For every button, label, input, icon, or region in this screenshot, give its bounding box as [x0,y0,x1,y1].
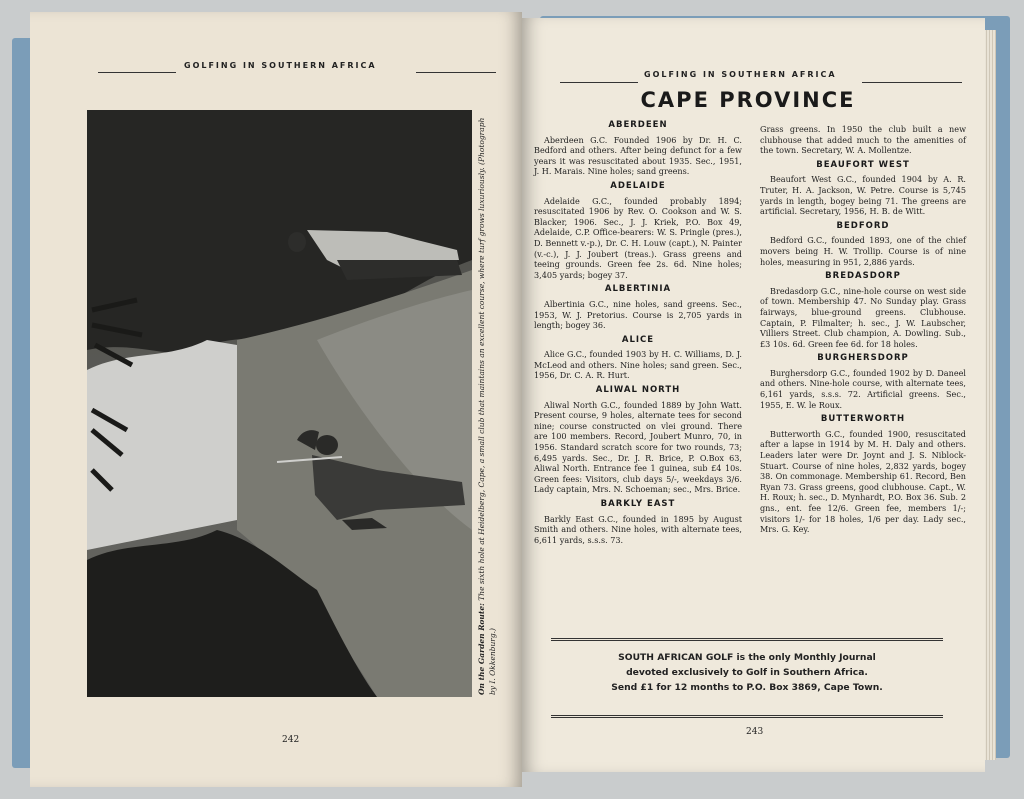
club-heading: ADELAIDE [610,180,666,191]
column-right-intro: Grass greens. In 1950 the club built a new clubhouse that added much to the amenities of the town. Secretary, W. A. Mollentze. [760,124,966,156]
club-entry-text: Barkly East G.C., founded in 1895 by August Smith and others. Nine holes, with alternate tees, 6,611 yards, s.s.s. 73. [534,513,742,545]
club-entry-text: Albertinia G.C., nine holes, sand greens. Sec., 1953, W. J. Pretorius. Course is 2,705 yards in length; bogey 36. [534,298,742,331]
header-rule-left-r [560,82,638,83]
golf-photograph [87,110,472,697]
header-rule-right-r [862,82,962,83]
column-right-entries [760,160,966,535]
club-entry-text: Butterworth G.C., founded 1900, resuscitated after a lapse in 1914 by M. H. Daly and others. Leaders later were Dr. Joynt and J. S. Niblock-Stuart. Course of nine holes, 2,832 yards, bogey 38. On commonage. Membership 61. Record, Ben Ryan 73. Grass greens, good clubhouse. Capt., W. H. Roux; h. sec., D. Mynhardt, P.O. Box 36. Sub. 2 gns., ent. fee 12/6. Green fee, members 1/-; visitors 1/- for 18 holes, 1/6 per day. Lady sec., Mrs. G. Key. [760,428,966,535]
club-heading: BARKLY EAST [600,499,676,509]
club-heading: BEDFORD [836,220,890,231]
page-edges [984,30,996,760]
running-head-right: GOLFING IN SOUTHERN AFRICA [644,70,837,79]
advertisement-box [551,638,943,718]
advert-line-1: SOUTH AFRICAN GOLF is the only Monthly Journal [618,652,876,663]
club-entry-text: Alice G.C., founded 1903 by H. C. Williams, D. J. McLeod and others. Nine holes; sand green. Sec., 1956, Dr. C. A. R. Hurt. [534,349,742,381]
club-heading: BUTTERWORTH [820,414,906,425]
club-entry-text: Bedford G.C., founded 1893, one of the chief movers being H. W. Trollip. Course is of nine holes, measuring in 951, 2,886 yards. [760,235,966,267]
column-left [534,116,742,548]
club-heading: BREDASDORP [825,271,901,282]
column-right [760,124,966,538]
caption-text: The sixth hole at Heidelberg, Cape, a small club that maintains an excellent course, where turf grows luxuriously. [477,167,486,601]
club-entry-text: Beaufort West G.C., founded 1904 by A. R. Truter, H. A. Jackson, W. Petre. Course is 5,745 yards in length, bogey being 71. The greens are artificial. Secretary, 1956, H. B. de Witt. [760,174,966,217]
header-rule-left [98,72,176,73]
club-heading: ALBERTINIA [604,284,672,295]
club-entry-text: Burghersdorp G.C., founded 1902 by D. Daneel and others. Nine-hole course, with alternate tees, 6,161 yards, s.s.s. 72. Artificial greens. Sec., 1955, E. W. le Roux. [760,367,966,410]
advert-line-3: Send £1 for 12 months to P.O. Box 3869, Cape Town. [611,682,883,693]
club-heading: BURGHERSDORP [817,353,909,364]
photo-caption [476,115,502,695]
advert-line-2: devoted exclusively to Golf in Southern Africa. [626,667,868,678]
page-number-left: 242 [282,735,300,745]
club-entry-text: Adelaide G.C., founded probably 1894; resuscitated 1906 by Rev. O. Cookson and W. S. Blacker, 1906. Sec., J. J. Kriek, P.O. Box 49, Adelaide, C.P. Office-bearers: W. S. Pringle (pres.), D. Bennett v.-p.), Dr. C. H. Louw (capt.), N. Painter (v.-c.), J. J. Joubert (treas.). Grass greens and teeing grounds. Green fee 2s. 6d. Nine holes; 3,405 yards; bogey 37. [534,195,742,280]
caption-credit: (Photograph by I. Okkenburg.) [477,117,497,695]
club-heading: ABERDEEN [608,120,668,130]
province-title: CAPE PROVINCE [640,88,856,112]
club-heading: ALIWAL NORTH [595,385,681,396]
running-head-left: GOLFING IN SOUTHERN AFRICA [184,61,377,70]
club-heading: BEAUFORT WEST [816,159,910,170]
club-heading: ALICE [621,334,655,345]
caption-title: On the Garden Route: [477,603,486,695]
header-rule-right [416,72,496,73]
page-number-right: 243 [746,727,764,737]
club-entry-text: Bredasdorp G.C., nine-hole course on west side of town. Membership 47. No Sunday play. Grass fairways, blue-ground greens. Clubhouse. Captain, P. Filmalter; h. sec., J. W. Laubscher, Villiers Street. Club champion, A. Dowling. Sub., £3 10s. 6d. Green fee 6d. for 18 holes. [760,285,966,349]
club-entry-text: Aberdeen G.C. Founded 1906 by Dr. H. C. Bedford and others. After being defunct for a few years it was resuscitated about 1935. Sec., 1951, J. H. Marais. Nine holes; sand greens. [534,134,742,177]
club-entry-text: Aliwal North G.C., founded 1889 by John Watt. Present course, 9 holes, alternate tees for second nine; course constructed on vlei ground. There are 100 members. Record, Joubert Munro, 70, in 1956. Standard scratch score for two rounds, 73; 6,495 yards. Sec., Dr. J. R. Brice, P. O.Box 63, Aliwal North. Entrance fee 1 guinea, sub £4 10s. Green fees: Visitors, club days 5/-, weekdays 3/6. Lady captain, Mrs. N. Schoeman; sec., Mrs. Brice. [534,399,742,495]
